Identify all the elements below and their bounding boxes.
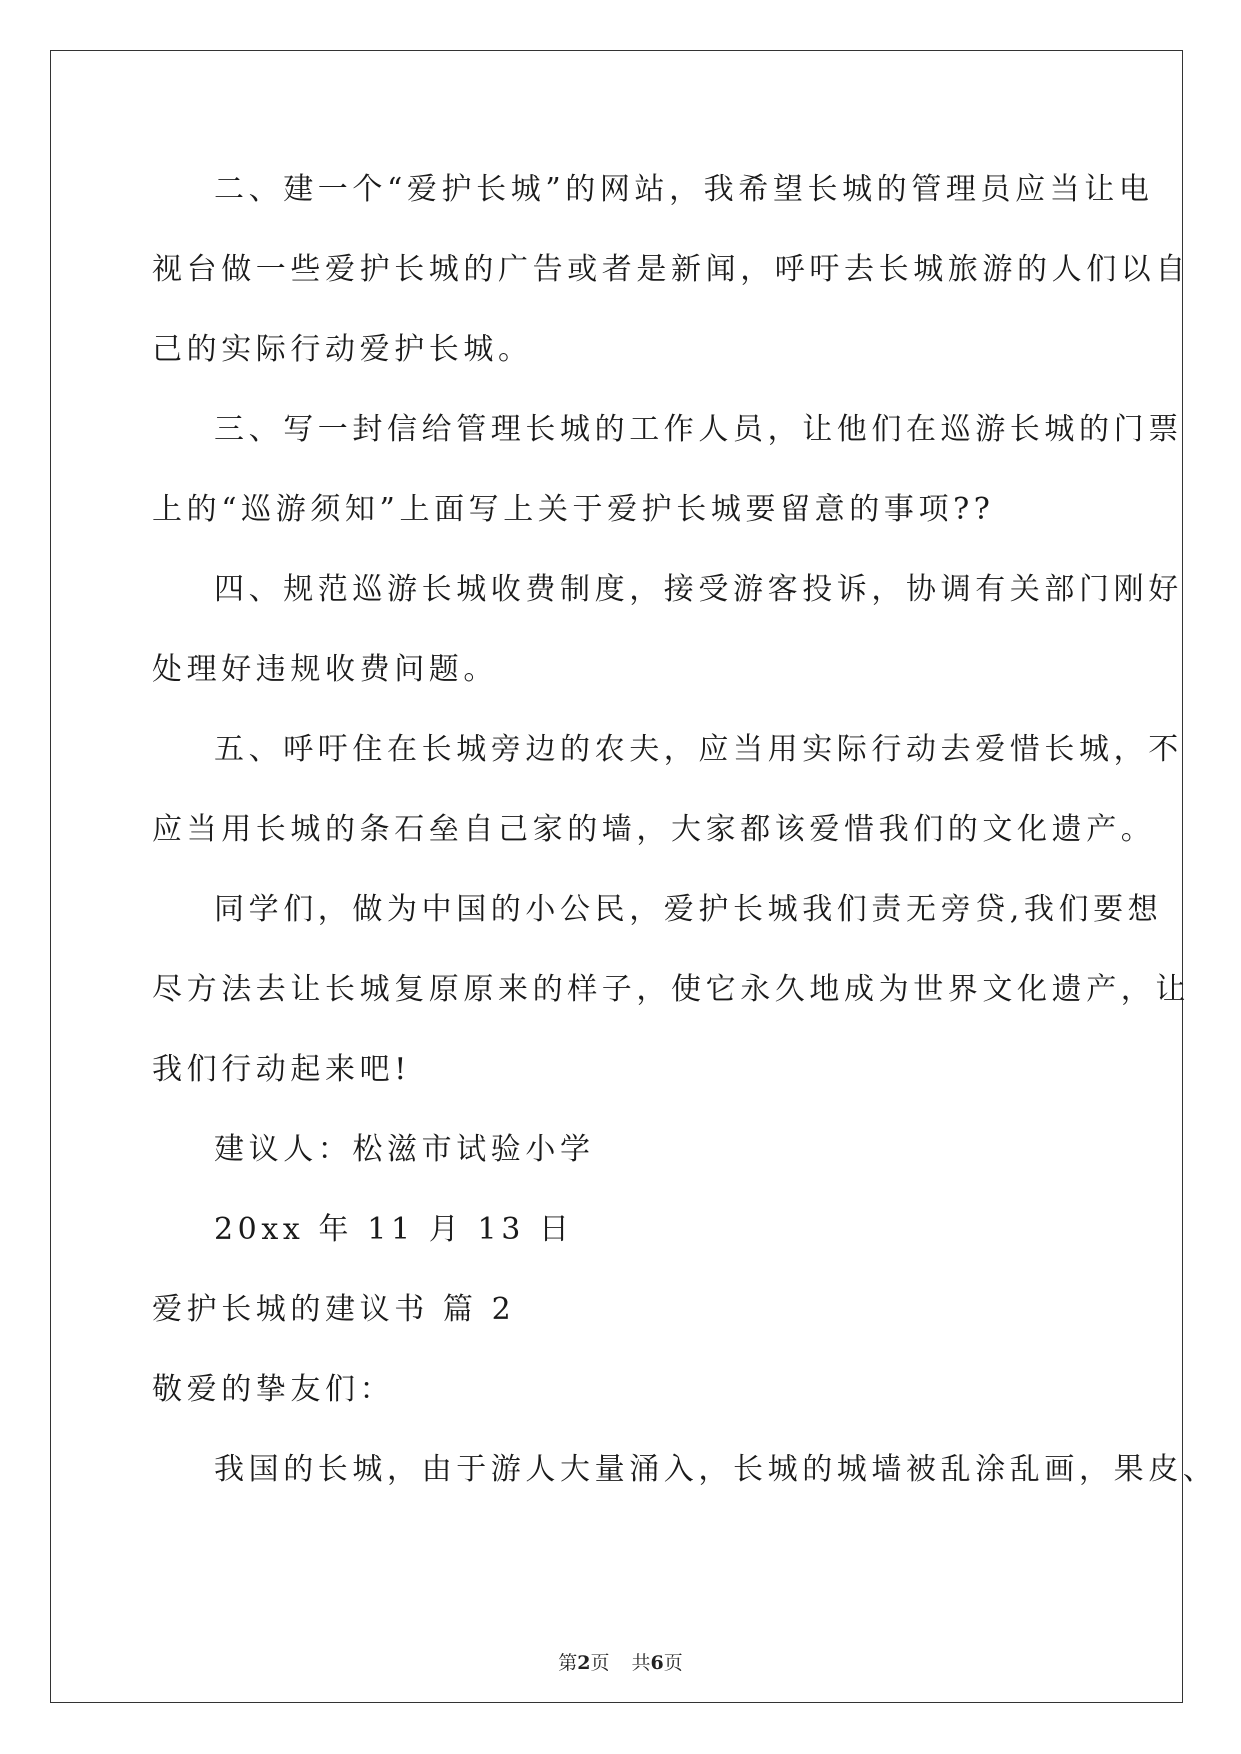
text-line: 四、规范巡游长城收费制度，接受游客投诉，协调有关部门刚好 <box>214 572 1183 607</box>
text-line: 20xx 年 11 月 13 日 <box>214 1212 574 1247</box>
page-suffix: 页 <box>590 1652 610 1674</box>
text-line: 爱护长城的建议书 篇 2 <box>152 1292 516 1327</box>
text-line: 上的“巡游须知”上面写上关于爱护长城要留意的事项?? <box>152 492 995 527</box>
document-body <box>152 150 1218 1510</box>
text-line: 己的实际行动爱护长城。 <box>152 332 533 367</box>
text-line: 我国的长城，由于游人大量涌入，长城的城墙被乱涂乱画，果皮、 <box>214 1452 1218 1487</box>
text-line: 尽方法去让长城复原原来的样子，使它永久地成为世界文化遗产，让 <box>152 972 1190 1007</box>
page-footer <box>0 1648 1241 1675</box>
text-line: 敬爱的挚友们： <box>152 1372 395 1407</box>
text-line: 建议人：松滋市试验小学 <box>214 1132 595 1167</box>
total-suffix: 页 <box>663 1652 683 1674</box>
text-line: 视台做一些爱护长城的广告或者是新闻，呼吁去长城旅游的人们以自 <box>152 252 1190 287</box>
text-line: 我们行动起来吧! <box>152 1052 411 1087</box>
text-line: 五、呼吁住在长城旁边的农夫，应当用实际行动去爱惜长城，不 <box>214 732 1183 767</box>
page-number: 2 <box>577 1652 591 1674</box>
text-line: 处理好违规收费问题。 <box>152 652 498 687</box>
text-line: 二、建一个“爱护长城”的网站，我希望长城的管理员应当让电 <box>214 172 1154 207</box>
total-pages: 6 <box>650 1652 664 1674</box>
text-line: 同学们，做为中国的小公民，爱护长城我们责无旁贷,我们要想 <box>214 892 1163 927</box>
text-line: 应当用长城的条石垒自己家的墙，大家都该爱惜我们的文化遗产。 <box>152 812 1156 847</box>
page-prefix: 第 <box>558 1652 578 1674</box>
text-line: 三、写一封信给管理长城的工作人员，让他们在巡游长城的门票 <box>214 412 1183 447</box>
total-prefix: 共 <box>631 1652 651 1674</box>
